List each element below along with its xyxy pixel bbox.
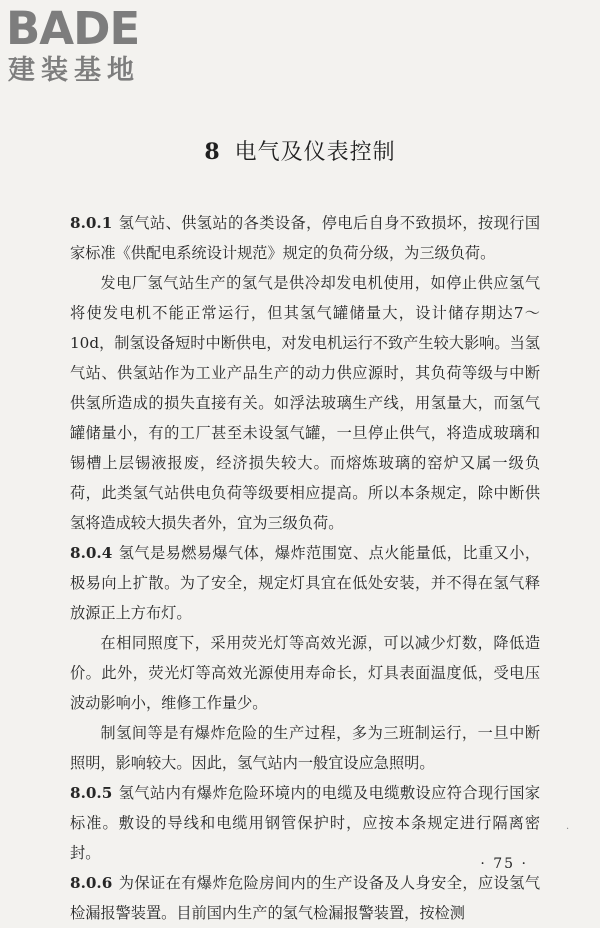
paragraph <box>70 538 540 628</box>
paragraph-text: 氢气是易燃易爆气体，爆炸范围宽、点火能量低，比重又小，极易向上扩散。为了安全，规定灯具宜在低处安装，并不得在氢气释放源正上方布灯。 <box>70 544 540 622</box>
paragraph <box>70 208 540 268</box>
logo-subtitle: 建装基地 <box>8 55 140 86</box>
paragraph <box>70 268 540 538</box>
chapter-number: 8 <box>204 139 221 165</box>
logo-wordmark: BADE <box>6 2 140 55</box>
paragraph-text: 氢气站、供氢站的各类设备，停电后自身不致损坏，按现行国家标准《供配电系统设计规范》规定的负荷分级，为三级负荷。 <box>70 214 540 262</box>
clause-number: 8.0.4 <box>70 544 113 562</box>
chapter-heading <box>0 137 600 168</box>
clause-number: 8.0.1 <box>70 214 113 232</box>
paragraph <box>70 778 540 868</box>
paragraph-text: 发电厂氢气站生产的氢气是供冷却发电机使用，如停止供应氢气将使发电机不能正常运行，但其氢气罐储量大，设计储存期达7～10d，制氢设备短时中断供电，对发电机运行不致产生较大影响。当氢气站、供氢站作为工业产品生产的动力供应源时，其负荷等级与中断供氢所造成的损失直接有关。如浮法玻璃生产线，用氢量大，而氢气罐储量小，有的工厂甚至未设氢气罐，一旦停止供气，将造成玻璃和锡槽上层锡液报废，经济损失较大。而熔炼玻璃的窑炉又属一级负荷，此类氢气站供电负荷等级要相应提高。所以本条规定，除中断供氢将造成较大损失者外，宜为三级负荷。 <box>70 274 540 532</box>
body-text <box>70 208 540 928</box>
paragraph-text: 制氢间等是有爆炸危险的生产过程，多为三班制运行，一旦中断照明，影响较大。因此，氢气站内一般宜设应急照明。 <box>70 724 540 772</box>
paragraph-text: 氢气站内有爆炸危险环境内的电缆及电缆敷设应符合现行国家标准。敷设的导线和电缆用钢管保护时，应按本条规定进行隔离密封。 <box>70 784 540 862</box>
paragraph <box>70 718 540 778</box>
clause-number: 8.0.6 <box>70 874 113 892</box>
paragraph <box>70 628 540 718</box>
paragraph <box>70 868 540 928</box>
site-logo <box>6 2 176 90</box>
chapter-title-text: 电气及仪表控制 <box>234 140 396 165</box>
paragraph-text: 在相同照度下，采用荧光灯等高效光源，可以减少灯数，降低造价。此外，荧光灯等高效光源使用寿命长，灯具表面温度低，受电压波动影响小，维修工作量少。 <box>70 634 540 712</box>
paragraph-text: 为保证在有爆炸危险房间内的生产设备及人身安全，应设氢气检漏报警装置。目前国内生产的氢气检漏报警装置，按检测 <box>70 874 540 922</box>
edge-mark: · <box>566 824 570 835</box>
page-number: · 75 · <box>480 856 528 872</box>
clause-number: 8.0.5 <box>70 784 113 802</box>
